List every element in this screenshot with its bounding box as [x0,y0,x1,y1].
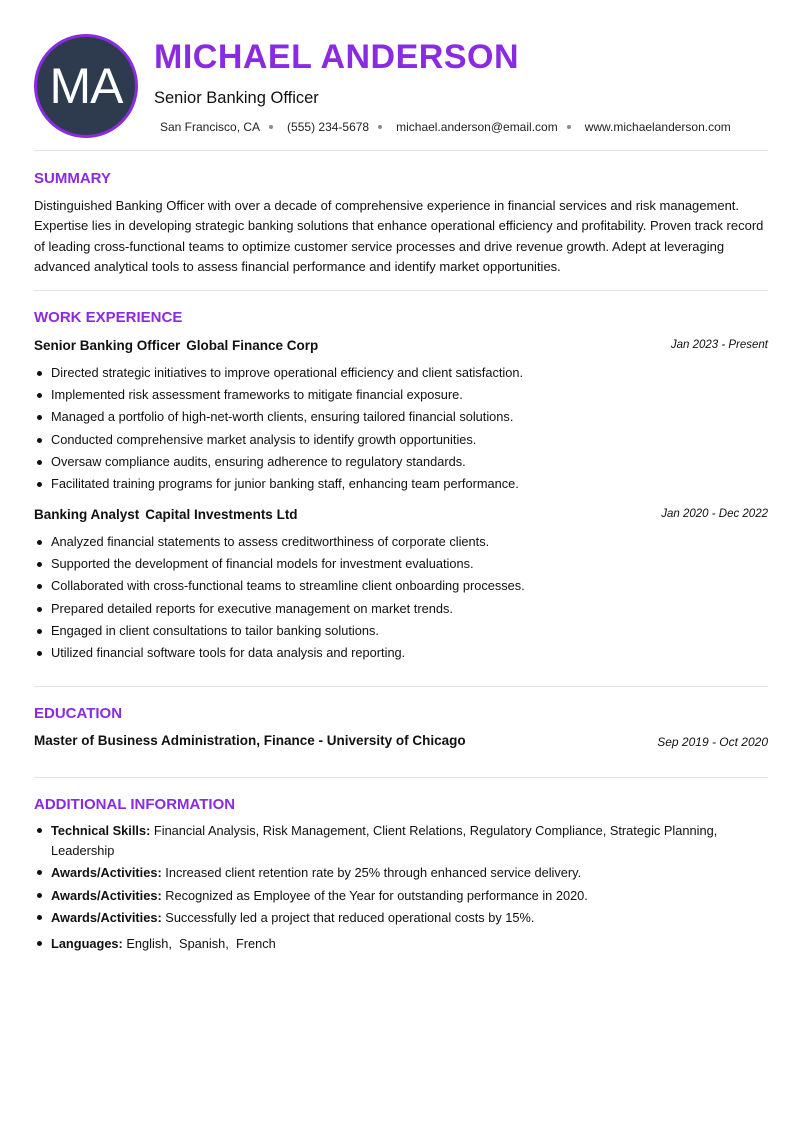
section-divider [34,777,768,778]
job-entry [34,337,768,495]
item-text: Increased client retention rate by 25% through enhanced service delivery. [165,865,582,880]
education-degree: Master of Business Administration, Finance - University of Chicago [34,733,466,748]
bullet-separator-icon [378,125,382,129]
list-item [34,934,768,954]
section-divider [34,686,768,687]
item-label: Languages: [51,935,123,951]
job-role: Senior Banking Officer [34,338,181,353]
item-label: Technical Skills: [51,823,151,838]
item-label: Awards/Activities: [51,865,162,880]
item-text: Recognized as Employee of the Year for outstanding performance in 2020. [165,887,588,903]
item-text: Successfully led a project that reduced operational costs by 15%. [165,910,535,925]
avatar-initials: MA [49,58,123,114]
list-item: Prepared detailed reports for executive management on market trends. [34,598,768,620]
candidate-title: Senior Banking Officer [154,89,319,107]
list-item: Oversaw compliance audits, ensuring adherence to regulatory standards. [34,451,768,473]
candidate-name: MICHAEL ANDERSON [154,38,520,76]
contact-website[interactable]: www.michaelanderson.com [584,120,731,134]
job-dates: Jan 2023 - Present [670,339,768,351]
job-role: Banking Analyst [34,507,140,522]
list-item: Engaged in client consultations to tailor banking solutions. [34,620,768,642]
contact-location: San Francisco, CA [160,120,261,134]
job-dates: Jan 2020 - Dec 2022 [661,508,768,520]
avatar [34,34,138,138]
summary-heading: SUMMARY [34,170,111,187]
education-dates: Sep 2019 - Oct 2020 [657,735,768,749]
job-header [34,506,768,526]
list-item [34,908,768,928]
list-item [34,886,768,906]
list-item: Collaborated with cross-functional teams to streamline client onboarding processes. [34,575,768,597]
item-text: Financial Analysis, Risk Management, Client Relations, Regulatory Compliance, Strategic Planning, Leadership [51,823,718,858]
list-item: Facilitated training programs for junior banking staff, enhancing team performance. [34,473,768,495]
job-header [34,337,768,357]
list-item: Implemented risk assessment frameworks to mitigate financial exposure. [34,384,768,406]
job-bullets [34,531,768,664]
additional-list [34,821,768,956]
list-item: Supported the development of financial models for investment evaluations. [34,553,768,575]
section-divider [34,150,768,151]
bullet-separator-icon [269,125,273,129]
education-entry [34,732,768,752]
contact-line [160,120,731,134]
summary-text: Distinguished Banking Officer with over a decade of comprehensive experience in financial services and risk management. Expertise lies in developing strategic banking solutions that enhance operational efficiency and profitability. Proven track record of leading cross-functional teams to optimize customer service processes and drive revenue growth. Adept at leveraging advanced analytical tools to assess financial performance and identify market opportunities. [34,198,764,274]
section-divider [34,290,768,291]
list-item [34,863,768,883]
job-company: Capital Investments Ltd [145,507,298,522]
job-company: Global Finance Corp [186,338,319,353]
list-item: Directed strategic initiatives to improve operational efficiency and client satisfaction. [34,362,768,384]
job-bullets [34,362,768,495]
list-item: Managed a portfolio of high-net-worth clients, ensuring tailored financial solutions. [34,406,768,428]
list-item: Utilized financial software tools for data analysis and reporting. [34,642,768,664]
additional-heading: ADDITIONAL INFORMATION [34,796,236,813]
item-label: Awards/Activities: [51,910,162,925]
item-text: English, Spanish, French [126,935,276,951]
resume-header [34,34,768,138]
job-entry [34,506,768,664]
item-label: Awards/Activities: [51,887,162,903]
list-item: Conducted comprehensive market analysis to identify growth opportunities. [34,429,768,451]
contact-phone: (555) 234-5678 [287,120,370,134]
education-heading: EDUCATION [34,705,123,722]
experience-heading: WORK EXPERIENCE [34,309,183,326]
contact-email[interactable]: michael.anderson@email.com [396,120,558,134]
list-item [34,821,768,860]
list-item: Analyzed financial statements to assess creditworthiness of corporate clients. [34,531,768,553]
bullet-separator-icon [567,125,571,129]
